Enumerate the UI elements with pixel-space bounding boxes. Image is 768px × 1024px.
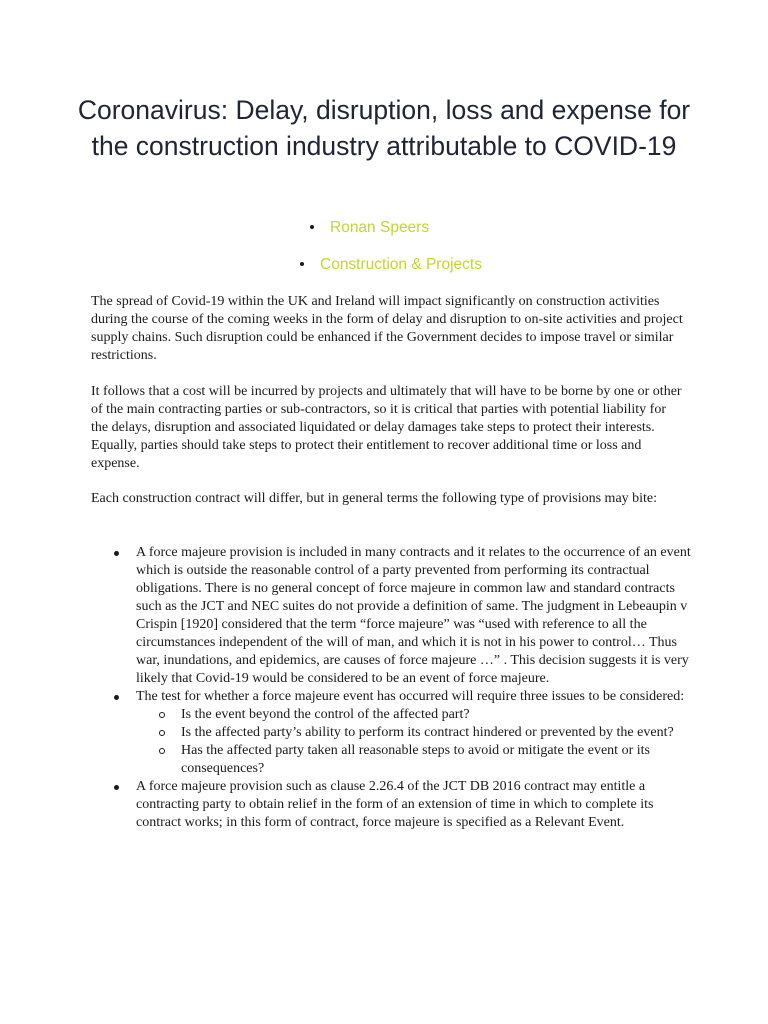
list-item-text: A force majeure provision is included in many contracts and it relates to the occurrence of an event which is outside the reasonable control of a party prevented from performing its contractual obligations. There is no general concept of force majeure in common law and standard contracts such as the JCT and NEC suites do not provide a definition of same. The judgment in Lebeaupin v Crispin [1920] considered that the term “force majeure” was “used with reference to all the circumstances independent of the will of man, and which it is not in his power to control… Thus war, inundations, and epidemics, are causes of force majeure …” . This decision suggests it is very likely that Covid-19 would be considered to be an event of force majeure. bbox=[136, 545, 691, 686]
bullet-dot-icon bbox=[310, 225, 314, 229]
list-item-text: A force majeure provision such as clause 2.26.4 of the JCT DB 2016 contract may entitle a contracting party to obtain relief in the form of an extension of time in which to complete its contract works; in this form of contract, force majeure is specified as a Relevant Event. bbox=[136, 779, 654, 830]
list-item-text: The test for whether a force majeure event has occurred will require three issues to be considered: bbox=[136, 689, 685, 704]
sub-list-item: Is the affected party’s ability to perform its contract hindered or prevented by the event? bbox=[136, 724, 691, 742]
bullet-dot-icon bbox=[300, 262, 304, 266]
sub-list-item: Has the affected party taken all reasonable steps to avoid or mitigate the event or its consequences? bbox=[136, 742, 691, 778]
list-item bbox=[91, 778, 691, 832]
article-title: Coronavirus: Delay, disruption, loss and expense for the construction industry attributable to COVID-19 bbox=[77, 95, 691, 161]
force-majeure-test-list bbox=[136, 706, 691, 778]
category-name[interactable]: Construction & Projects bbox=[320, 256, 482, 273]
paragraph-cost: It follows that a cost will be incurred by projects and ultimately that will have to be borne by one or other of the main contracting parties or sub-contractors, so it is critical that parties with potential liability for the delays, disruption and associated liquidated or delay damages take steps to protect their interests. Equally, parties should take steps to protect their entitlement to recover additional time or loss and expense. bbox=[91, 384, 682, 471]
list-item bbox=[91, 544, 691, 688]
category-link[interactable] bbox=[300, 256, 482, 274]
author-link[interactable] bbox=[310, 219, 429, 237]
author-name[interactable]: Ronan Speers bbox=[330, 219, 430, 236]
provisions-list bbox=[91, 544, 691, 832]
list-item bbox=[91, 688, 691, 778]
paragraph-intro: The spread of Covid-19 within the UK and Ireland will impact significantly on construction activities during the course of the coming weeks in the form of delay and disruption to on-site activities and project supply chains. Such disruption could be enhanced if the Government decides to impose travel or similar restrictions. bbox=[91, 294, 683, 363]
paragraph-provisions: Each construction contract will differ, but in general terms the following type of provisions may bite: bbox=[91, 491, 658, 506]
sub-list-item: Is the event beyond the control of the affected part? bbox=[136, 706, 691, 724]
